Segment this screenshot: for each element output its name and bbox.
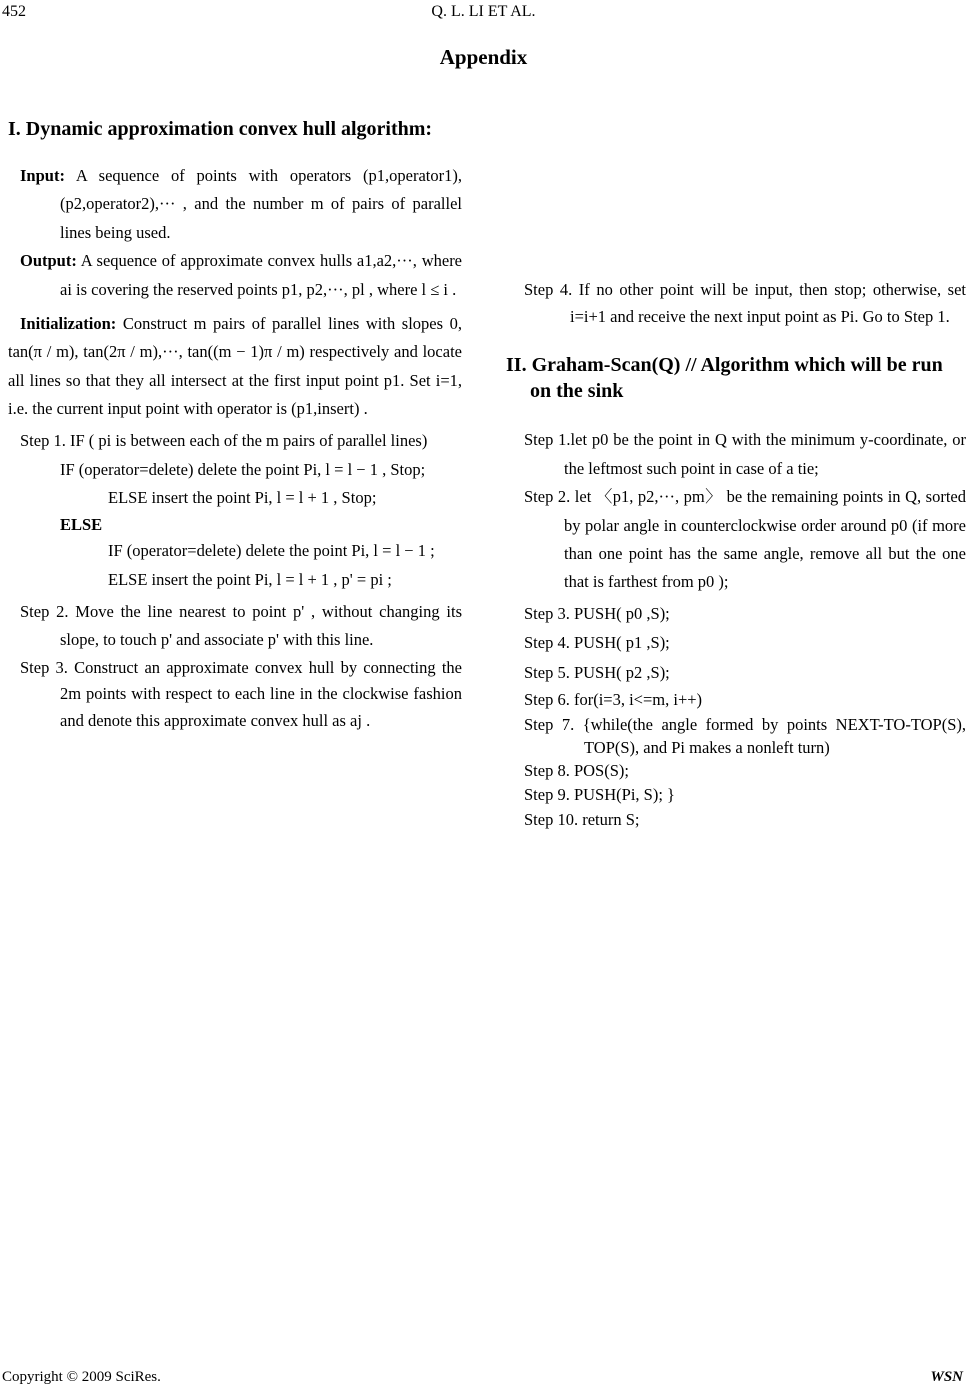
step2-paragraph: Step 2. Move the line nearest to point p' , without changing its slope, to touch p' and associate p' with this line.	[20, 602, 462, 650]
step4-paragraph: Step 4. If no other point will be input, then stop; otherwise, set i=i+1 and receive the next input point as Pi. Go to Step 1.	[524, 280, 966, 327]
input-text: A sequence of points with operators (p1,operator1),(p2,operator2),··· , and the number m of pairs of parallel lines being used.	[60, 166, 462, 242]
graham-step-3: Step 3. PUSH( p0 ,S);	[524, 603, 670, 623]
graham-step-10: Step 10. return S;	[524, 810, 640, 830]
output-paragraph	[8, 247, 462, 304]
step1-else: ELSE	[60, 514, 103, 534]
left-column	[8, 116, 462, 734]
step1-else-insert: ELSE insert the point Pi, l = l + 1 , p' = pi ;	[108, 569, 392, 589]
initialization-label: Initialization:	[20, 313, 117, 333]
output-text: A sequence of approximate convex hulls a1,a2,···, where ai is covering the reserved points p1, p2,···, pl , where l ≤ i .	[60, 251, 463, 299]
right-column	[506, 116, 966, 833]
graham-step-4: Step 4. PUSH( p1 ,S);	[524, 633, 670, 653]
running-head: Q. L. LI ET AL.	[431, 3, 536, 20]
step1-if-delete: IF (operator=delete) delete the point Pi, l = l − 1 ;	[108, 541, 435, 561]
section1-heading: I. Dynamic approximation convex hull algorithm:	[8, 118, 433, 140]
section2-heading: II. Graham-Scan(Q) // Algorithm which will be run on the sink	[506, 354, 943, 403]
step1-if-delete-stop: IF (operator=delete) delete the point Pi, l = l − 1 , Stop;	[60, 459, 426, 479]
copyright-footer: Copyright © 2009 SciRes.	[2, 1369, 161, 1385]
input-label: Input:	[20, 166, 65, 185]
step3-paragraph: Step 3. Construct an approximate convex hull by connecting the 2m points with respect to each line in the clockwise fashion and denote this approximate convex hull as aj .	[20, 657, 462, 730]
initialization-text: Construct m pairs of parallel lines with slopes 0, tan(π / m), tan(2π / m),···, tan((m − 1)π / m) respectively and locate all lines so that they all intersect at the first input point p1. Set i=1, i.e. the current input point with operator is (p1,insert) .	[8, 313, 463, 418]
graham-step-7: Step 7. {while(the angle formed by points NEXT-TO-TOP(S), TOP(S), and Pi makes a nonleft turn)	[524, 714, 966, 757]
input-paragraph	[8, 162, 462, 247]
output-label: Output:	[20, 251, 77, 271]
initialization-paragraph	[8, 310, 462, 424]
page-number: 452	[2, 3, 26, 20]
appendix-title: Appendix	[439, 45, 528, 69]
graham-step-8: Step 8. POS(S);	[524, 760, 629, 780]
journal-footer: WSN	[930, 1369, 963, 1385]
step1-condition: Step 1. IF ( pi is between each of the m pairs of parallel lines)	[20, 431, 428, 451]
graham-step-5: Step 5. PUSH( p2 ,S);	[524, 663, 670, 683]
graham-step-1: Step 1.let p0 be the point in Q with the minimum y-coordinate, or the leftmost such point in case of a tie;	[524, 430, 966, 478]
graham-step-9: Step 9. PUSH(Pi, S); }	[524, 785, 675, 805]
graham-step-2: Step 2. let 〈p1, p2,···, pm〉 be the remaining points in Q, sorted by polar angle in counterclockwise order around p0 (if more than one point has the same angle, remove all but the one that is farthest from p0 );	[524, 487, 966, 592]
graham-step-6: Step 6. for(i=3, i<=m, i++)	[524, 689, 703, 709]
step1-else-insert-stop: ELSE insert the point Pi, l = l + 1 , Stop;	[108, 488, 377, 508]
